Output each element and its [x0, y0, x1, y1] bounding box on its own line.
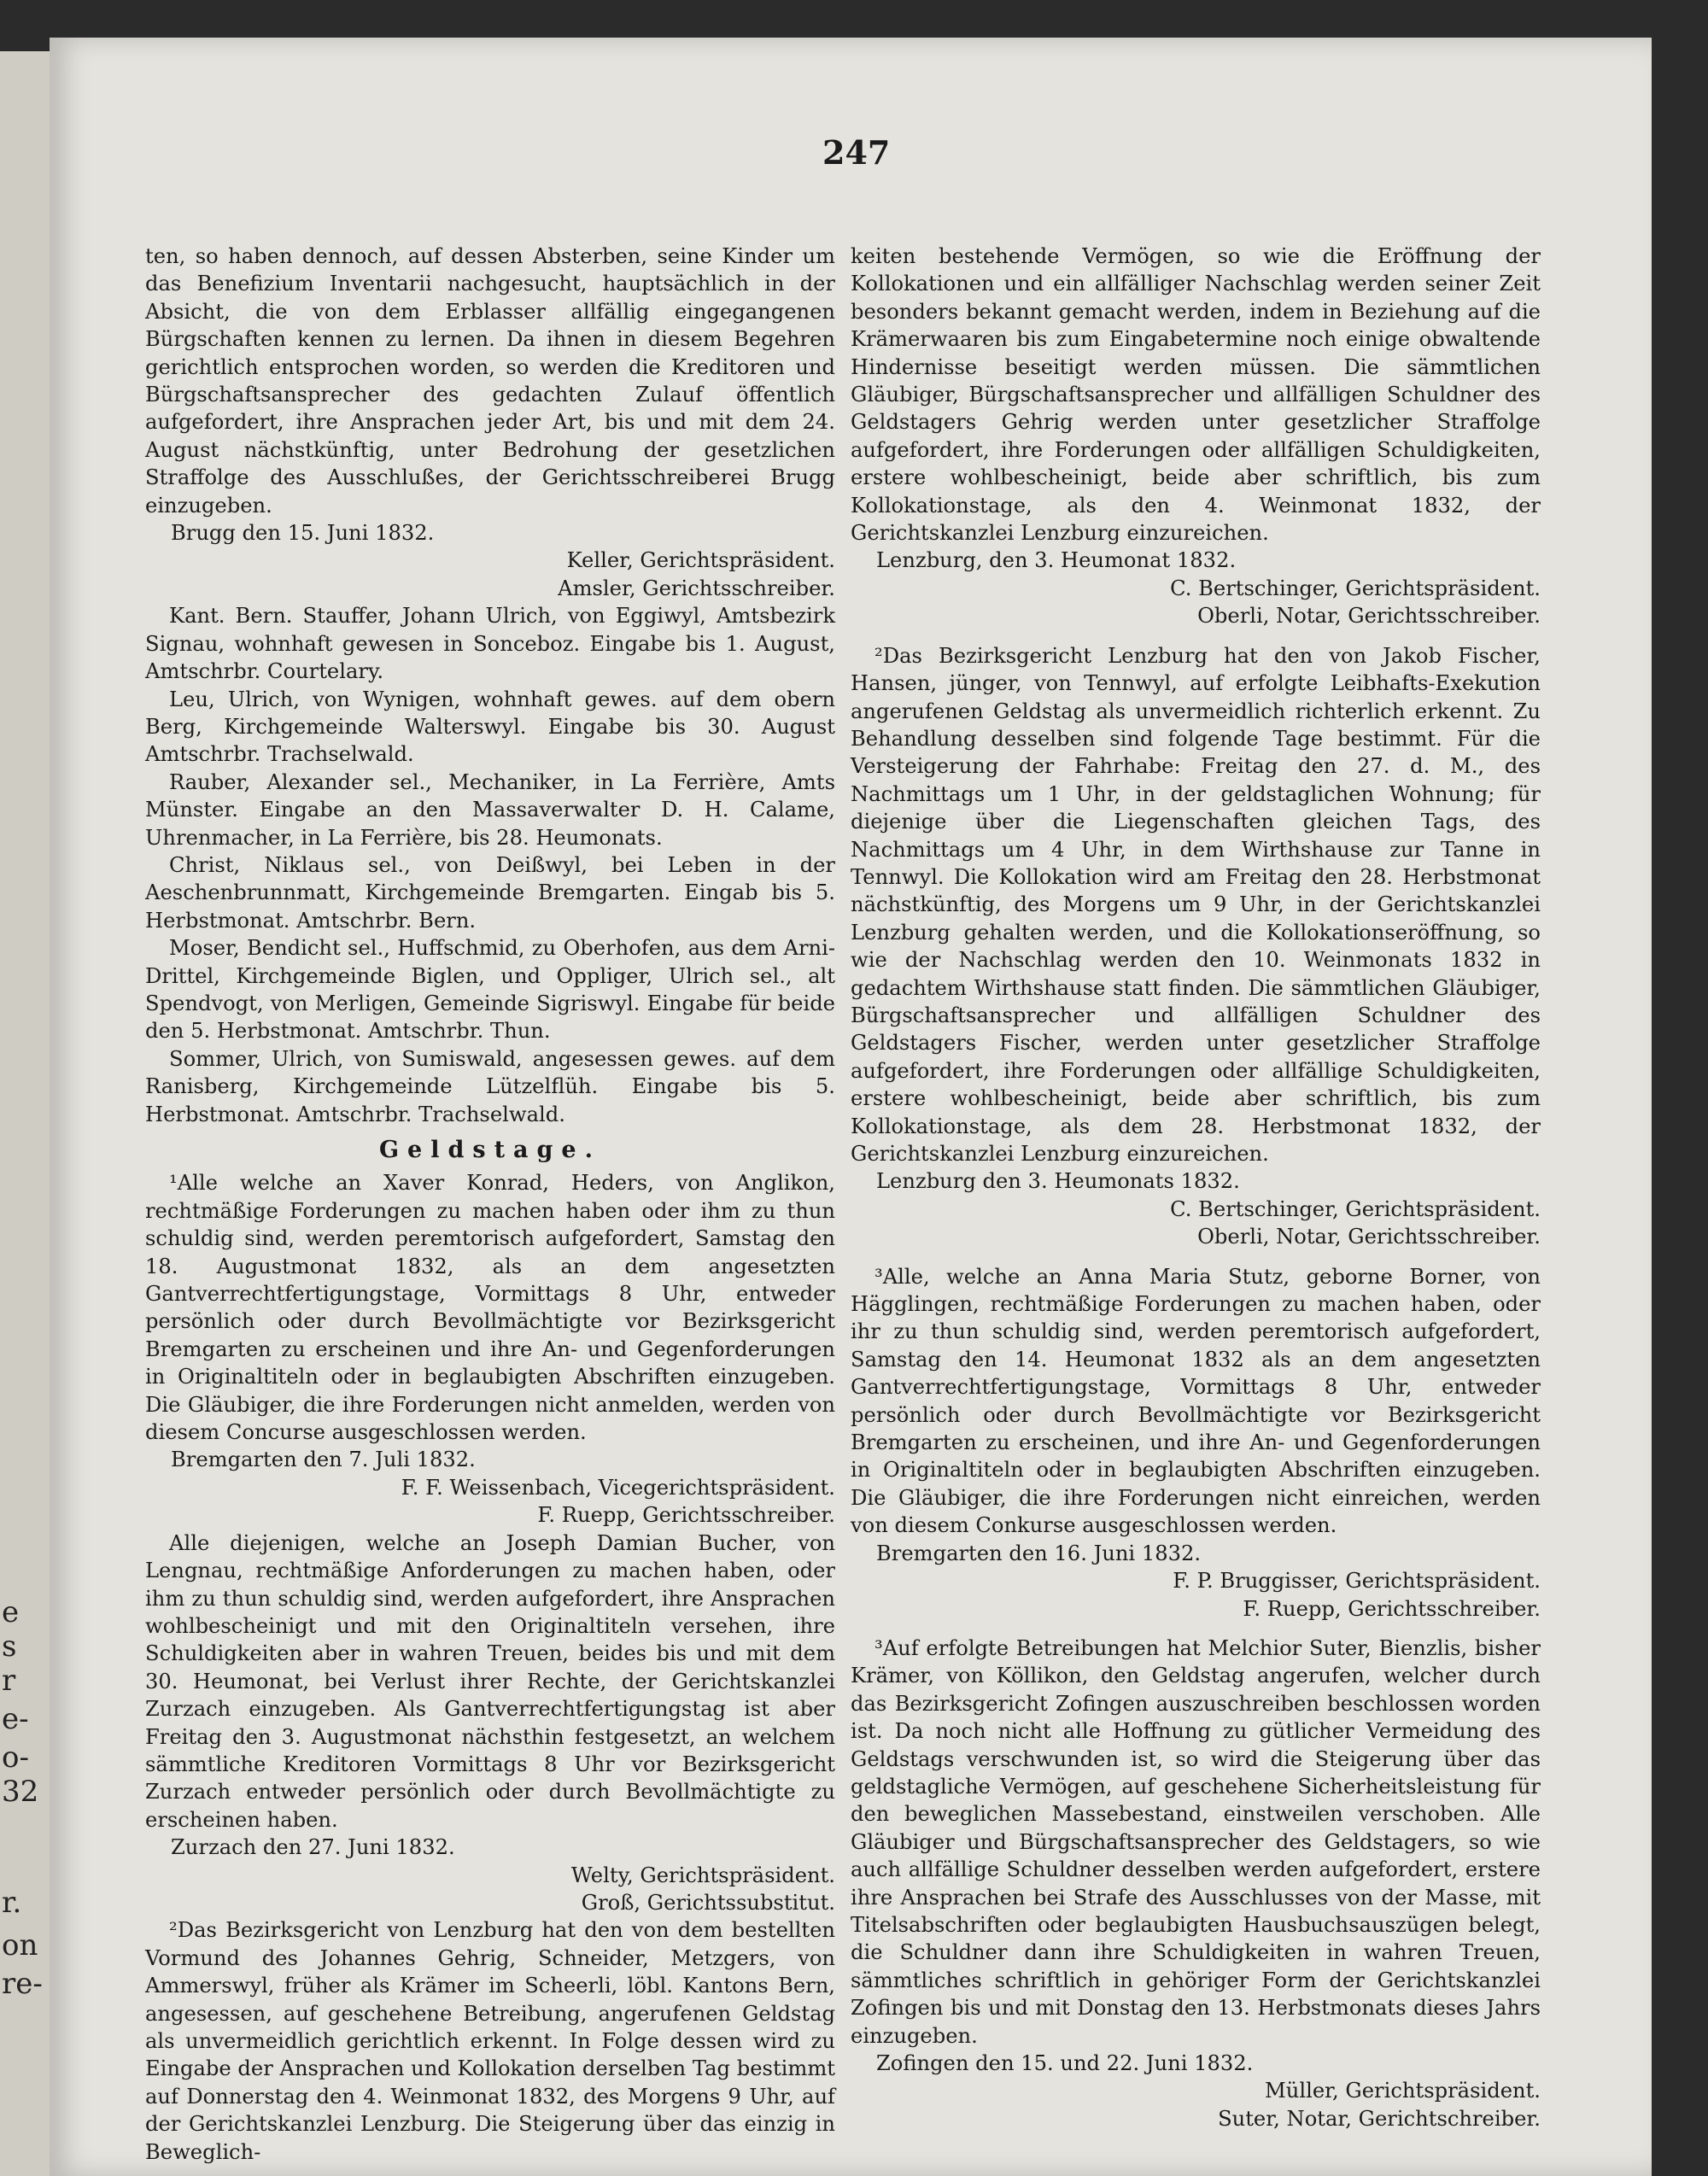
margin-fragment: e- — [2, 1702, 29, 1736]
left-column — [145, 243, 835, 2166]
notice-entry: Moser, Bendicht sel., Huffschmid, zu Oberhofen, aus dem Arni-Drittel, Kirchgemeinde Biglen, und Oppliger, Ulrich sel., alt Spendvogt, von Merligen, Gemeinde Sigriswyl. Eingabe für beide den 5. Herbstmonat. Amtschrbr. Thun. — [145, 936, 835, 1044]
paragraph: keiten bestehende Vermögen, so wie die Eröffnung der Kollokationen und ein allfälliger Nachschlag werden seiner Zeit besonders bekannt gemacht werden, indem in Beziehung auf die Krämerwaaren bis zum Eingabetermine noch einige obwaltende Hindernisse beseitigt werden müssen. Die sämmtlichen Gläubiger, Bürgschaftsansprecher und allfälligen Schuldner des Geldstagers Gehrig werden unter gesetzlicher Straffolge aufgefordert, ihre Forderungen oder allfälligen Schuldigkeiten, erstere wohlbescheinigt, beide aber schriftlich, bis zum Kollokationstage, als den 4. Weinmonat 1832, der Gerichtskanzlei Lenzburg einzureichen. — [851, 244, 1541, 546]
signature: F. P. Bruggisser, Gerichtspräsident. — [1173, 1569, 1541, 1594]
signature: Oberli, Notar, Gerichtsschreiber. — [1197, 604, 1541, 629]
notice-entry: Christ, Niklaus sel., von Deißwyl, bei Leben in der Aeschenbrunnmatt, Kirchgemeinde Bremgarten. Eingab bis 5. Herbstmonat. Amtschrbr. Bern. — [145, 852, 835, 933]
notice-entry: Kant. Bern. Stauffer, Johann Ulrich, von Eggiwyl, Amtsbezirk Signau, wohnhaft gewesen in Sonceboz. Eingabe bis 1. August, Amtschrbr. Courtelary. — [145, 604, 835, 684]
right-column — [851, 243, 1541, 2132]
dateline: Lenzburg, den 3. Heumonat 1832. — [876, 548, 1237, 573]
signature: Oberli, Notar, Gerichtsschreiber. — [1197, 1225, 1541, 1249]
page-number: 247 — [822, 133, 891, 172]
paragraph: ³Alle, welche an Anna Maria Stutz, geborne Borner, von Hägglingen, rechtmäßige Forderungen zu machen haben, oder ihr zu thun schuldig sind, werden peremtorisch aufgefordert, Samstag den 14. Heumonat 1832 als an dem angesetzten Gantverrechtfertigungstage, Vormittags 8 Uhr, entweder persönlich oder durch Bevollmächtigte vor Bezirksgericht Bremgarten zu erscheinen, und ihre An- und Gegenforderungen in Originaltiteln oder in beglaubigten Abschriften einzugeben. Die Gläubiger, die ihre Forderungen nicht einreichen, werden von diesem Conkurse ausgeschlossen werden. — [851, 1264, 1541, 1538]
dateline: Zofingen den 15. und 22. Juni 1832. — [876, 2051, 1254, 2075]
signature: F. Ruepp, Gerichtsschreiber. — [537, 1503, 835, 1528]
margin-fragment: r — [2, 1664, 16, 1698]
signature: Suter, Notar, Gerichtschreiber. — [1218, 2106, 1541, 2131]
margin-fragment: on — [2, 1928, 38, 1962]
dateline: Zurzach den 27. Juni 1832. — [171, 1835, 455, 1860]
signature: Müller, Gerichtspräsident. — [1265, 2079, 1541, 2103]
signature: Keller, Gerichtspräsident. — [566, 548, 835, 573]
signature: C. Bertschinger, Gerichtspräsident. — [1170, 1196, 1541, 1221]
signature: Groß, Gerichtssubstitut. — [581, 1890, 835, 1915]
dateline: Brugg den 15. Juni 1832. — [171, 521, 435, 546]
margin-fragment: e — [2, 1595, 20, 1629]
dateline: Bremgarten den 7. Juli 1832. — [171, 1448, 476, 1472]
margin-fragment: o- — [2, 1740, 29, 1775]
margin-fragment: s — [2, 1629, 17, 1664]
paragraph: ³Auf erfolgte Betreibungen hat Melchior Suter, Bienzlis, bisher Krämer, von Köllikon, den Geldstag angerufen, welcher durch das Bezirksgericht Zofingen auszuschreiben beschlossen worden ist. Da noch nicht alle Hoffnung zu gütlicher Vermeidung des Geldstags verschwunden ist, so wird die Steigerung über das geldstagliche Vermögen, auf geschehene Sicherheitsleistung für den beweglichen Massebestand, einstweilen verschoben. Alle Gläubiger und Bürgschaftsansprecher des Geldstagers, so wie auch allfällige Schuldner desselben werden aufgefordert, erstere ihre Ansprachen bei Strafe des Ausschlusses von der Masse, mit Titelsabschriften oder beglaubigten Hausbuchsauszügen belegt, die Schuldner dann ihre Schuldigkeiten in wahren Treuen, sämmtliches schriftlich in gehöriger Form der Gerichtskanzlei Zofingen bis und mit Donstag den 13. Herbstmonats dieses Jahrs einzugeben. — [851, 1635, 1541, 2048]
paragraph: ²Das Bezirksgericht Lenzburg hat den von Jakob Fischer, Hansen, jünger, von Tennwyl, auf erfolgte Leibhafts-Exekution angerufenen Geldstag als unvermeidlich richterlich erkennt. Zu Behandlung desselben sind folgende Tage bestimmt. Für die Versteigerung der Fahrhabe: Freitag den 27. d. M., des Nachmittags um 1 Uhr, in der geldstaglichen Wohnung; für diejenige über die Liegenschaften gleichen Tags, des Nachmittags um 4 Uhr, in dem Wirthshause zur Tanne in Tennwyl. Die Kollokation wird am Freitag den 28. Herbstmonat nächstkünftig, des Morgens um 9 Uhr, in der Gerichtskanzlei Lenzburg gehalten werden, und die Kollokationseröffnung, so wie der Nachschlag werden den 10. Weinmonats 1832 in gedachtem Wirthshause statt finden. Die sämmtlichen Gläubiger, Bürgschaftsansprecher und allfälligen Schuldner des Geldstagers Fischer, werden unter gesetzlicher Straffolge aufgefordert, ihre Forderungen oder allfällige Schuldigkeiten, erstere wohlbescheinigt, beide aber schriftlich, bis zum Kollokationstage, als dem 28. Herbstmonat 1832, der Gerichtskanzlei Lenzburg einzureichen. — [851, 643, 1541, 1166]
signature: C. Bertschinger, Gerichtspräsident. — [1170, 576, 1541, 600]
signature: Amsler, Gerichtsschreiber. — [558, 576, 835, 600]
paragraph: Alle diejenigen, welche an Joseph Damian Bucher, von Lengnau, rechtmäßige Anforderungen zu machen haben, oder ihm zu thun schuldig sind, werden aufgefordert, ihre Ansprachen wohlbescheinigt und mit den Originaltiteln versehen, ihre Schuldigkeiten aber in wahren Treuen, beides bis und mit dem 30. Heumonat, bei Verlust ihrer Rechte, der Gerichtskanzlei Zurzach einzugeben. Als Gantverrechtfertigungstag ist aber Freitag den 3. Augustmonat nächsthin festgesetzt, an welchem sämmtliche Kreditoren Vormittags 8 Uhr vor Bezirksgericht Zurzach entweder persönlich oder durch Bevollmächtigte zu erscheinen haben. — [145, 1530, 835, 1832]
dateline: Bremgarten den 16. Juni 1832. — [876, 1541, 1202, 1565]
margin-fragment: 32 — [2, 1775, 39, 1809]
paragraph: ¹Alle welche an Xaver Konrad, Heders, von Anglikon, rechtmäßige Forderungen zu machen haben oder ihm zu thun schuldig sind, werden peremtorisch aufgefordert, Samstag den 18. Augustmonat 1832, als an dem angesetzten Gantverrechtfertigungstage, Vormittags 8 Uhr, entweder persönlich oder durch Bevollmächtigte vor Bezirksgericht Bremgarten zu erscheinen und ihre An- und Gegenforderungen in Originaltiteln oder in beglaubigten Abschriften einzugeben. Die Gläubiger, die ihre Forderungen nicht anmelden, werden von diesem Concurse ausgeschlossen werden. — [145, 1171, 835, 1445]
notice-entry: Leu, Ulrich, von Wynigen, wohnhaft gewes. auf dem obern Berg, Kirchgemeinde Walterswyl. Eingabe bis 30. August Amtschrbr. Trachselwald. — [145, 687, 835, 767]
signature: F. Ruepp, Gerichtsschreiber. — [1243, 1596, 1541, 1621]
margin-fragment: re- — [2, 1967, 43, 2001]
signature: F. F. Weissenbach, Vicegerichtspräsident. — [401, 1475, 835, 1500]
dateline: Lenzburg den 3. Heumonats 1832. — [876, 1169, 1240, 1194]
section-heading: Geldstage. — [379, 1137, 601, 1163]
paragraph: ²Das Bezirksgericht von Lenzburg hat den von dem bestellten Vormund des Johannes Gehrig, Schneider, Metzgers, von Ammerswyl, früher als Krämer im Scheerli, löbl. Kantons Bern, angesessen, auf geschehene Betreibung, angerufenen Geldstag als unvermeidlich gerichtlich erkennt. In Folge dessen wird zu Eingabe der Ansprachen und Kollokation derselben Tag bestimmt auf Donnerstag den 4. Weinmonat 1832, des Morgens 9 Uhr, auf der Gerichtskanzlei Lenzburg. Die Steigerung über das einzig in Beweglich- — [145, 1918, 835, 2164]
document-page — [50, 38, 1652, 2176]
adjacent-page-edge — [0, 51, 52, 2176]
margin-fragment: r. — [2, 1886, 22, 1920]
notice-entry: Rauber, Alexander sel., Mechaniker, in La Ferrière, Amts Münster. Eingabe an den Massaverwalter D. H. Calame, Uhrenmacher, in La Ferrière, bis 28. Heumonats. — [145, 769, 835, 850]
paragraph: ten, so haben dennoch, auf dessen Absterben, seine Kinder um das Benefizium Inventarii nachgesucht, hauptsächlich in der Absicht, die von dem Erblasser allfällig eingegangenen Bürgschaften kennen zu lernen. Da ihnen in diesem Begehren gerichtlich entsprochen worden, so werden die Kreditoren und Bürgschaftsansprecher des gedachten Zulauf öffentlich aufgefordert, ihre Ansprachen jeder Art, bis und mit dem 24. August nächstkünftig, unter Bedrohung der gesetzlichen Straffolge des Ausschlußes, der Gerichtsschreiberei Brugg einzugeben. — [145, 244, 835, 518]
notice-entry: Sommer, Ulrich, von Sumiswald, angesessen gewes. auf dem Ranisberg, Kirchgemeinde Lützelflüh. Eingabe bis 5. Herbstmonat. Amtschrbr. Trachselwald. — [145, 1046, 835, 1126]
signature: Welty, Gerichtspräsident. — [570, 1863, 835, 1887]
